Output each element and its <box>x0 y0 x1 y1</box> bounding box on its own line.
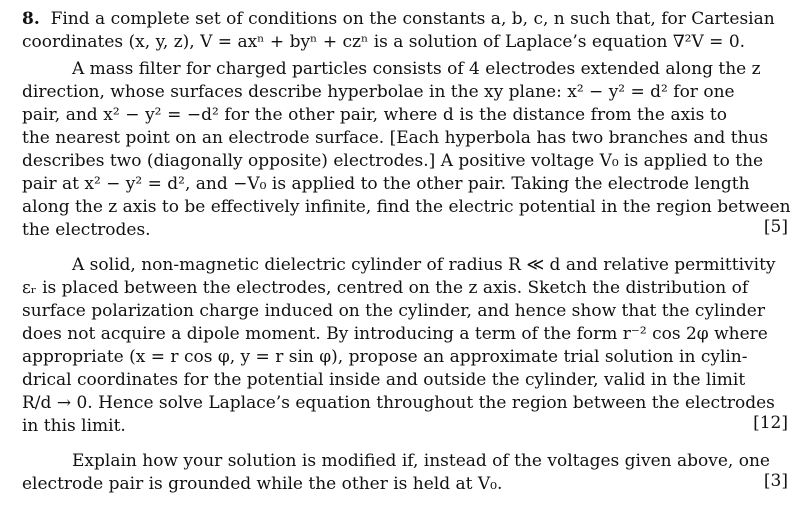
paragraph-4-line-1: Explain how your solution is modified if, instead of the voltages given above, one <box>72 451 770 471</box>
paragraph-2-line-8: the electrodes. <box>22 220 151 240</box>
paragraph-3-line-8: in this limit. <box>22 416 126 436</box>
paragraph-2-line-1: A mass filter for charged particles consists of 4 electrodes extended along the z <box>72 59 761 79</box>
paragraph-1-line-2: coordinates (x, y, z), V = axⁿ + byⁿ + czⁿ is a solution of Laplace’s equation ∇²V = 0. <box>22 32 746 52</box>
paragraph-1-line-1: 8. Find a complete set of conditions on the constants a, b, c, n such that, for Cartesian <box>22 9 775 29</box>
paragraph-2-line-7: along the z axis to be effectively infinite, find the electric potential in the region between <box>22 197 791 217</box>
marks-paragraph-4: [3] <box>763 471 788 491</box>
paragraph-3-line-6: drical coordinates for the potential inside and outside the cylinder, valid in the limit <box>22 370 746 390</box>
marks-paragraph-2: [5] <box>763 217 788 237</box>
paragraph-3-line-3: surface polarization charge induced on the cylinder, and hence show that the cylinder <box>22 301 765 321</box>
paragraph-3-line-2: εᵣ is placed between the electrodes, centred on the z axis. Sketch the distribution of <box>22 278 749 298</box>
question-number: 8. <box>22 9 40 29</box>
paragraph-2-line-2: direction, whose surfaces describe hyperbolae in the xy plane: x² − y² = d² for one <box>22 82 735 102</box>
paragraph-3-line-1: A solid, non-magnetic dielectric cylinder of radius R ≪ d and relative permittivity <box>72 255 776 275</box>
paragraph-2-line-4: the nearest point on an electrode surface. [Each hyperbola has two branches and thus <box>22 128 769 148</box>
paragraph-2-line-5: describes two (diagonally opposite) electrodes.] A positive voltage V₀ is applied to the <box>22 151 764 171</box>
marks-paragraph-3: [12] <box>753 413 788 433</box>
paragraph-3-line-7: R/d → 0. Hence solve Laplace’s equation throughout the region between the electrodes <box>22 393 775 413</box>
paragraph-3-line-5: appropriate (x = r cos φ, y = r sin φ), propose an approximate trial solution in cylin- <box>22 347 748 367</box>
paragraph-2-line-6: pair at x² − y² = d², and −V₀ is applied to the other pair. Taking the electrode length <box>22 174 750 194</box>
paragraph-4-line-2: electrode pair is grounded while the other is held at V₀. <box>22 474 503 494</box>
paragraph-2-line-3: pair, and x² − y² = −d² for the other pair, where d is the distance from the axis to <box>22 105 727 125</box>
paragraph-3-line-4: does not acquire a dipole moment. By introducing a term of the form r⁻² cos 2φ where <box>22 324 768 344</box>
